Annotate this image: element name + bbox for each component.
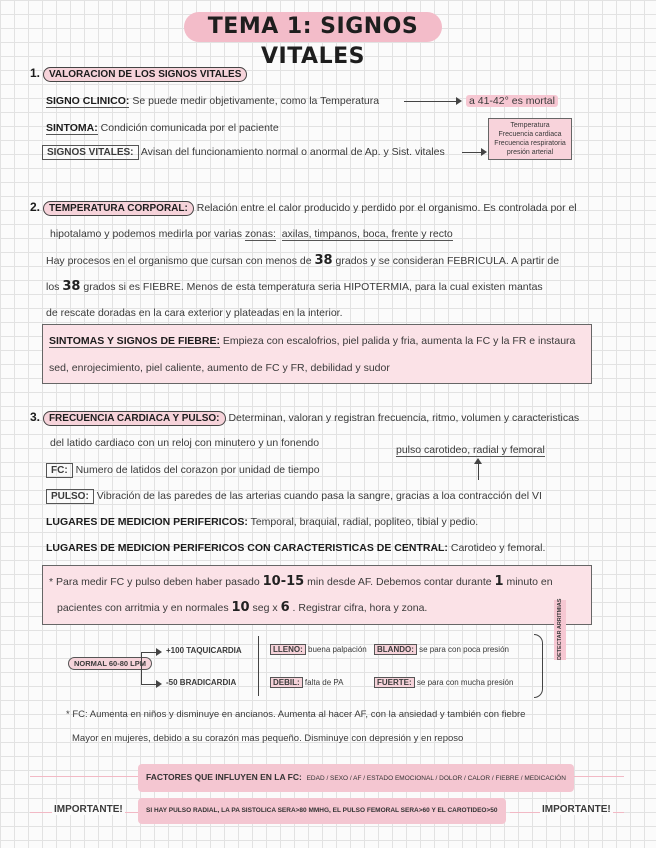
fc-def: Numero de latidos del corazon por unidad de tiempo (75, 464, 320, 476)
fiebre-line-1 (49, 334, 575, 348)
fiebre-text-2: sed, enrojecimiento, piel caliente, aumento de FC y FR, debilidad y sudor (49, 362, 390, 374)
fc-def-line (46, 463, 320, 478)
temp-line-4a: los (46, 281, 60, 293)
importante-right: IMPORTANTE! (542, 804, 611, 815)
arrow-head-icon (481, 148, 487, 156)
importante-left: IMPORTANTE! (54, 804, 123, 815)
note-2c: . Registrar cifra, hora y zona. (292, 602, 428, 614)
arrow-line (478, 462, 479, 480)
fiebre-label: SINTOMAS Y SIGNOS DE FIEBRE: (49, 335, 220, 347)
medicion-note-box (42, 565, 592, 625)
section-2-header (30, 200, 577, 216)
note-2b: seg x (252, 602, 278, 614)
note-number: 10-15 (262, 574, 305, 589)
vitales-item: Frecuencia cardiaca (498, 131, 562, 138)
section-heading: FRECUENCIA CARDIACA Y PULSO: (43, 411, 226, 426)
note-number: 6 (280, 600, 290, 615)
debil-label: DEBIL: (270, 677, 303, 688)
decor-line (30, 776, 138, 777)
temp-line-3a: Hay procesos en el organismo que cursan con menos de (46, 255, 312, 267)
fc-label: FC: (46, 463, 73, 478)
arrow-line (141, 652, 157, 653)
note-1b: min desde AF. Debemos contar durante (307, 576, 492, 588)
pulso-blando (374, 645, 509, 654)
temp-number: 38 (62, 279, 81, 294)
divider (258, 636, 259, 696)
sintoma-line (46, 121, 279, 135)
lugares-text: Temporal, braquial, radial, popliteo, tibial y pedio. (250, 516, 479, 528)
section-number: 1. (30, 66, 41, 80)
pulso-def-line (46, 489, 542, 504)
fc-line-2: del latido cardiaco con un reloj con minutero y un fonendo (50, 437, 320, 449)
note-line-2 (57, 601, 427, 615)
fc-note-1: * FC: Aumenta en niños y disminuye en ancianos. Aumenta al hacer AF, con la ansiedad y también con fiebre (66, 709, 526, 720)
signos-vitales-line (42, 145, 445, 160)
blando-text: se para con poca presión (419, 645, 509, 654)
arrow-line (462, 152, 482, 153)
page-title: TEMA 1: SIGNOS VITALES (184, 12, 442, 42)
section-number: 2. (30, 200, 41, 214)
fuerte-label: FUERTE: (374, 677, 415, 688)
temp-line-3 (46, 254, 559, 268)
section-3-header (30, 410, 579, 426)
fc-note-2: Mayor en mujeres, debido a su corazón mas pequeño. Disminuye con depresión y en reposo (72, 733, 464, 744)
pulso-debil (270, 678, 343, 687)
arrow-head-icon (156, 680, 162, 688)
vitales-item: Frecuencia respiratoria (494, 140, 566, 147)
note-line-1 (49, 575, 553, 589)
temp-line-4 (46, 280, 543, 294)
pulso-lleno (270, 645, 367, 654)
signo-clinico-text: Se puede medir objetivamente, como la Temperatura (132, 95, 380, 107)
fiebre-box (42, 324, 592, 384)
temp-line-4b: grados si es FIEBRE. Menos de esta temperatura seria HIPOTERMIA, para la cual existen mantas (83, 281, 543, 293)
note-number: 10 (231, 600, 250, 615)
lugares-central-line (46, 541, 545, 555)
temp-line-2 (50, 227, 453, 241)
note-number: 1 (494, 574, 504, 589)
pulso-def: Vibración de las paredes de las arterias cuando pasa la sangre, gracias a loa contracción del VI (96, 490, 542, 502)
lleno-text: buena palpación (308, 645, 367, 654)
normal-range: NORMAL 60-80 LPM (68, 657, 152, 670)
arrow-head-icon (456, 97, 462, 105)
arrow-up-icon (474, 458, 482, 464)
zonas-list: axilas, timpanos, boca, frente y recto (281, 228, 453, 240)
vitales-item: presión arterial (506, 149, 554, 156)
lugares-perifericos-line (46, 515, 478, 529)
pulso-sites: pulso carotideo, radial y femoral (396, 444, 545, 456)
debil-text: falta de PA (304, 678, 344, 687)
lugares-central-label: LUGARES DE MEDICION PERIFERICOS CON CARACTERISTICAS DE CENTRAL: (46, 542, 448, 554)
taquicardia: +100 TAQUICARDIA (166, 646, 242, 655)
signo-result: a 41-42° es mortal (466, 95, 558, 107)
section-number: 3. (30, 410, 41, 424)
lleno-label: LLENO: (270, 644, 306, 655)
signo-result-wrap (466, 94, 558, 108)
pulso-sites-wrap (396, 443, 545, 457)
fiebre-text-1: Empieza con escalofrios, piel palida y fria, aumenta la FC y la FR e instaura (222, 335, 576, 347)
lugares-label: LUGARES DE MEDICION PERIFERICOS: (46, 516, 248, 528)
importante-text: SI HAY PULSO RADIAL, LA PA SISTOLICA SERA>80 MMHG, EL PULSO FEMORAL SERA>60 Y EL CAROTIDEO>50 (138, 798, 506, 824)
blando-label: BLANDO: (374, 644, 417, 655)
zonas-label: zonas: (244, 228, 276, 240)
arrow-line (404, 101, 456, 102)
factores-label: FACTORES QUE INFLUYEN EN LA FC: (146, 772, 302, 782)
signos-vitales-text: Avisan del funcionamiento normal o anormal de Ap. y Sist. vitales (140, 146, 445, 158)
fuerte-text: se para con mucha presión (416, 678, 514, 687)
bracket-line (141, 652, 156, 684)
section-heading: TEMPERATURA CORPORAL: (43, 201, 194, 216)
temp-line-1: Relación entre el calor producido y perdido por el organismo. Es controlada por el (196, 202, 577, 214)
signos-vitales-label: SIGNOS VITALES: (42, 145, 139, 160)
vitales-item: Temperatura (510, 122, 550, 129)
vitales-list-box (488, 118, 572, 160)
factores-list: EDAD / SEXO / AF / ESTADO EMOCIONAL / DOLOR / CALOR / FIEBRE / MEDICACIÓN (306, 775, 566, 782)
brace (534, 634, 543, 698)
arrow-line (141, 684, 157, 685)
pulso-fuerte (374, 678, 513, 687)
temp-line-3b: grados y se consideran FEBRICULA. A partir de (335, 255, 560, 267)
signo-clinico-line (46, 94, 379, 108)
pulso-label: PULSO: (46, 489, 94, 504)
temp-line-5: de rescate doradas en la cara exterior y plateadas en la interior. (46, 307, 343, 319)
note-2a: pacientes con arritmia y en normales (57, 602, 229, 614)
signo-clinico-label: SIGNO CLINICO: (46, 95, 130, 107)
bradicardia: -50 BRADICARDIA (166, 678, 237, 687)
note-1c: minuto en (506, 576, 553, 588)
temp-line-2a: hipotalamo y podemos medirla por varias (50, 228, 243, 240)
section-1-header (30, 66, 247, 82)
sintoma-text: Condición comunicada por el paciente (100, 122, 279, 134)
temp-number: 38 (314, 253, 333, 268)
section-heading: VALORACION DE LOS SIGNOS VITALES (43, 67, 247, 82)
arrow-head-icon (156, 648, 162, 656)
sintoma-label: SINTOMA: (46, 122, 98, 134)
lugares-central-text: Carotideo y femoral. (450, 542, 546, 554)
detectar-arritmias-label: DETECTAR ARRITMIAS (554, 600, 566, 660)
fc-line-1: Determinan, valoran y registran frecuencia, ritmo, volumen y caracteristicas (228, 412, 580, 424)
note-1a: * Para medir FC y pulso deben haber pasado (49, 576, 260, 588)
factores-pill (138, 764, 574, 792)
